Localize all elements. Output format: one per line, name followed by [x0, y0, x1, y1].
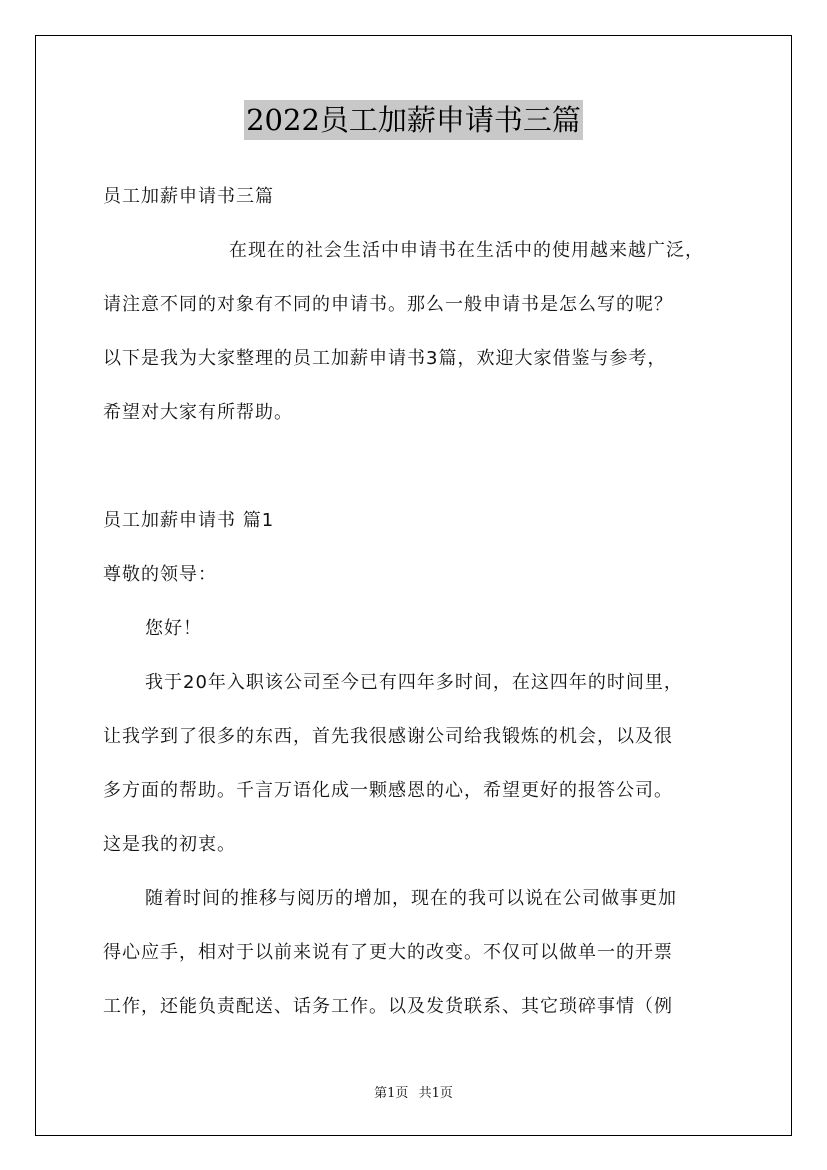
- paragraph-line: 这是我的初衷。: [103, 834, 236, 855]
- document-body: [103, 170, 728, 1034]
- page-footer: [0, 1082, 827, 1101]
- page-number: 第1页: [374, 1086, 409, 1101]
- paragraph-line: 我于20年入职该公司至今已有四年多时间，在这四年的时间里，: [145, 672, 683, 693]
- blank-line: [103, 440, 728, 494]
- subtitle-line: 员工加薪申请书三篇: [103, 186, 274, 207]
- document-title: 2022员工加薪申请书三篇: [244, 100, 583, 140]
- paragraph-line: 得心应手，相对于以前来说有了更大的改变。不仅可以做单一的开票: [103, 942, 673, 963]
- salutation: 尊敬的领导：: [103, 564, 217, 585]
- paragraph-line: 随着时间的推移与阅历的增加，现在的我可以说在公司做事更加: [145, 888, 677, 909]
- section-heading: 员工加薪申请书 篇1: [103, 510, 275, 531]
- paragraph-line: 工作，还能负责配送、话务工作。以及发货联系、其它琐碎事情（例: [103, 996, 673, 1017]
- paragraph-line: 在现在的社会生活中申请书在生活中的使用越来越广泛，: [229, 240, 704, 261]
- paragraph-line: 以下是我为大家整理的员工加薪申请书3篇，欢迎大家借鉴与参考，: [103, 348, 667, 369]
- paragraph-line: 希望对大家有所帮助。: [103, 402, 293, 423]
- greeting: 您好！: [145, 618, 202, 639]
- page-total: 共1页: [418, 1086, 453, 1101]
- paragraph-line: 多方面的帮助。千言万语化成一颗感恩的心，希望更好的报答公司。: [103, 780, 673, 801]
- paragraph-line: 请注意不同的对象有不同的申请书。那么一般申请书是怎么写的呢？: [103, 294, 673, 315]
- title-container: [0, 100, 827, 140]
- paragraph-line: 让我学到了很多的东西，首先我很感谢公司给我锻炼的机会，以及很: [103, 726, 673, 747]
